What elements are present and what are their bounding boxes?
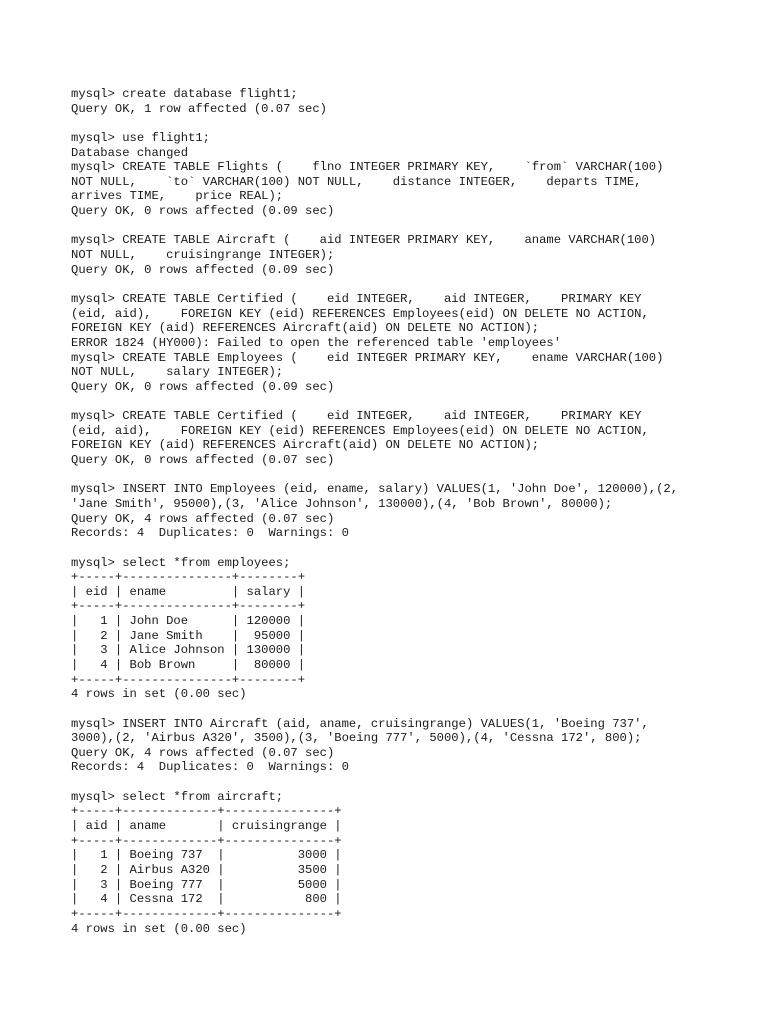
transcript-line: 3000),(2, 'Airbus A320', 3500),(3, 'Boeing 777', 5000),(4, 'Cessna 172', 800); xyxy=(71,731,642,746)
aircraft-table-border: +-----+-------------+---------------+ xyxy=(71,804,342,819)
transcript-line: 4 rows in set (0.00 sec) xyxy=(71,921,247,936)
aircraft-table-header: | aid | aname | cruisingrange | xyxy=(71,819,342,834)
transcript-line: mysql> CREATE TABLE Certified ( eid INTEGER, aid INTEGER, PRIMARY KEY xyxy=(71,291,642,306)
transcript-line: Query OK, 4 rows affected (0.07 sec) xyxy=(71,745,335,760)
transcript-line: mysql> select *from aircraft; xyxy=(71,789,284,804)
transcript-line: Database changed xyxy=(71,145,189,160)
transcript-line: Query OK, 1 row affected (0.07 sec) xyxy=(71,101,327,116)
transcript-line: mysql> INSERT INTO Employees (eid, ename, salary) VALUES(1, 'John Doe', 120000),(2, xyxy=(71,482,679,497)
blank-line xyxy=(71,702,751,717)
transcript-line: NOT NULL, cruisingrange INTEGER); xyxy=(71,248,335,263)
employees-table-row: | 4 | Bob Brown | 80000 | xyxy=(71,657,306,672)
transcript-line: 'Jane Smith', 95000),(3, 'Alice Johnson', 130000),(4, 'Bob Brown', 80000); xyxy=(71,496,613,511)
transcript-line: Query OK, 0 rows affected (0.09 sec) xyxy=(71,262,335,277)
blank-line xyxy=(71,116,751,131)
transcript-line: Query OK, 0 rows affected (0.09 sec) xyxy=(71,379,335,394)
transcript-line: Query OK, 0 rows affected (0.09 sec) xyxy=(71,204,335,219)
transcript-line: 4 rows in set (0.00 sec) xyxy=(71,687,247,702)
transcript-line: mysql> CREATE TABLE Employees ( eid INTEGER PRIMARY KEY, ename VARCHAR(100) xyxy=(71,350,664,365)
transcript-line: mysql> use flight1; xyxy=(71,130,210,145)
blank-line xyxy=(71,775,751,790)
employees-table-header: | eid | ename | salary | xyxy=(71,584,306,599)
blank-line xyxy=(71,541,751,556)
employees-table-border: +-----+---------------+--------+ xyxy=(71,672,306,687)
transcript-line: FOREIGN KEY (aid) REFERENCES Aircraft(aid) ON DELETE NO ACTION); xyxy=(71,438,540,453)
blank-line xyxy=(71,394,751,409)
transcript-line: Records: 4 Duplicates: 0 Warnings: 0 xyxy=(71,526,349,541)
aircraft-table-row: | 1 | Boeing 737 | 3000 | xyxy=(71,848,342,863)
transcript-line: (eid, aid), FOREIGN KEY (eid) REFERENCES Employees(eid) ON DELETE NO ACTION, xyxy=(71,423,649,438)
aircraft-table-row: | 3 | Boeing 777 | 5000 | xyxy=(71,877,342,892)
employees-table-row: | 2 | Jane Smith | 95000 | xyxy=(71,628,306,643)
transcript-line: mysql> CREATE TABLE Aircraft ( aid INTEGER PRIMARY KEY, aname VARCHAR(100) xyxy=(71,233,657,248)
employees-table-row: | 1 | John Doe | 120000 | xyxy=(71,614,306,629)
error-line: ERROR 1824 (HY000): Failed to open the referenced table 'employees' xyxy=(71,335,562,350)
employees-table-border: +-----+---------------+--------+ xyxy=(71,570,306,585)
transcript-line: arrives TIME, price REAL); xyxy=(71,189,284,204)
transcript-line: mysql> INSERT INTO Aircraft (aid, aname, cruisingrange) VALUES(1, 'Boeing 737', xyxy=(71,716,649,731)
aircraft-table-border: +-----+-------------+---------------+ xyxy=(71,833,342,848)
transcript-line: mysql> CREATE TABLE Flights ( flno INTEGER PRIMARY KEY, `from` VARCHAR(100) xyxy=(71,160,664,175)
mysql-session-transcript xyxy=(71,87,751,936)
blank-line xyxy=(71,277,751,292)
aircraft-table-row: | 2 | Airbus A320 | 3500 | xyxy=(71,862,342,877)
transcript-line: mysql> select *from employees; xyxy=(71,555,291,570)
employees-table-row: | 3 | Alice Johnson | 130000 | xyxy=(71,643,306,658)
aircraft-table-border: +-----+-------------+---------------+ xyxy=(71,906,342,921)
transcript-line: Query OK, 0 rows affected (0.07 sec) xyxy=(71,453,335,468)
transcript-line: mysql> create database flight1; xyxy=(71,87,298,101)
transcript-line: Query OK, 4 rows affected (0.07 sec) xyxy=(71,511,335,526)
transcript-line: NOT NULL, salary INTEGER); xyxy=(71,365,284,380)
transcript-line: mysql> CREATE TABLE Certified ( eid INTEGER, aid INTEGER, PRIMARY KEY xyxy=(71,409,642,424)
blank-line xyxy=(71,468,751,483)
transcript-line: Records: 4 Duplicates: 0 Warnings: 0 xyxy=(71,760,349,775)
aircraft-table-row: | 4 | Cessna 172 | 800 | xyxy=(71,892,342,907)
blank-line xyxy=(71,219,751,234)
transcript-line: (eid, aid), FOREIGN KEY (eid) REFERENCES Employees(eid) ON DELETE NO ACTION, xyxy=(71,306,649,321)
employees-table-border: +-----+---------------+--------+ xyxy=(71,599,306,614)
transcript-line: FOREIGN KEY (aid) REFERENCES Aircraft(aid) ON DELETE NO ACTION); xyxy=(71,321,540,336)
transcript-line: NOT NULL, `to` VARCHAR(100) NOT NULL, distance INTEGER, departs TIME, xyxy=(71,174,642,189)
